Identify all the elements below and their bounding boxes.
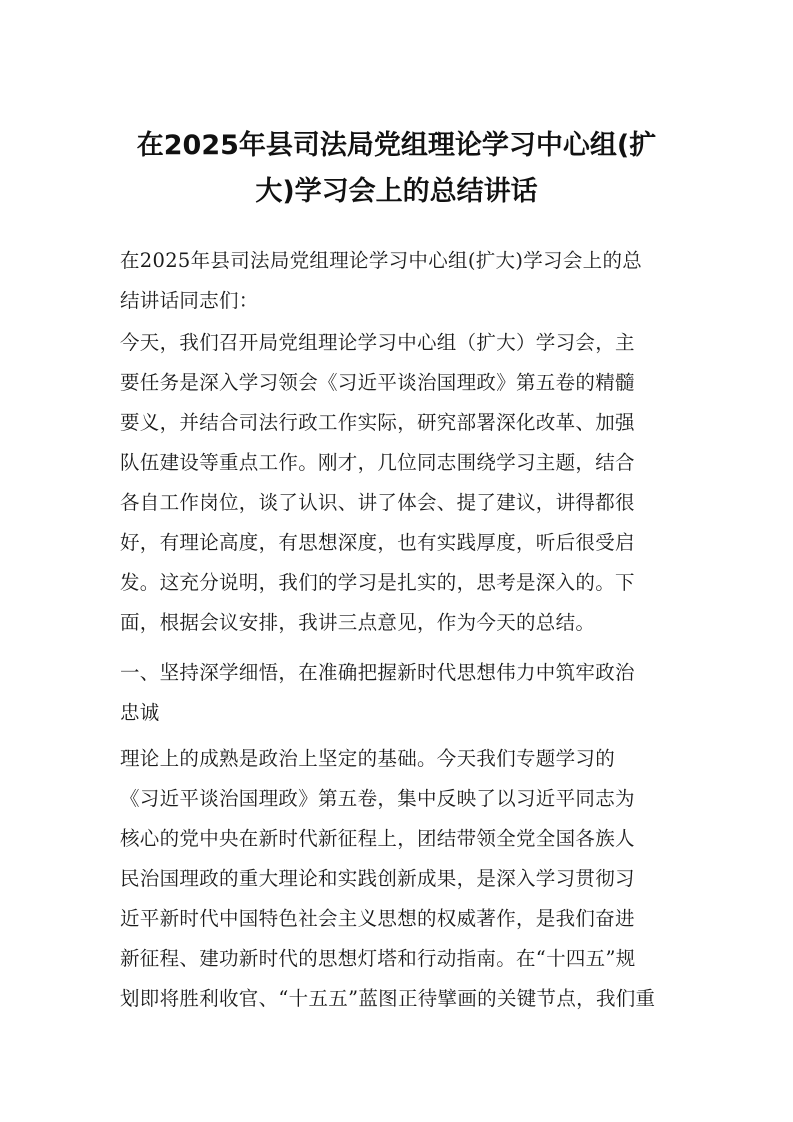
body-line: 发。这充分说明，我们的学习是扎实的，思考是深入的。下: [120, 571, 635, 594]
body-line: 结讲话同志们：: [120, 289, 259, 312]
body-line: 在2025年县司法局党组理论学习中心组(扩大)学习会上的总: [120, 249, 643, 272]
body-line: 今天，我们召开局党组理论学习中心组（扩大）学习会，主: [120, 331, 635, 354]
document-title-line-1: 在2025年县司法局党组理论学习中心组(扩: [136, 130, 657, 161]
body-line: 各自工作岗位，谈了认识、讲了体会、提了建议，讲得都很: [120, 491, 635, 514]
body-line: 理论上的成熟是政治上坚定的基础。今天我们专题学习的: [120, 747, 616, 770]
body-line: 《习近平谈治国理政》第五卷，集中反映了以习近平同志为: [120, 787, 635, 810]
body-line: 新征程、建功新时代的思想灯塔和行动指南。在“十四五”规: [120, 947, 636, 970]
body-line: 要义，并结合司法行政工作实际，研究部署深化改革、加强: [120, 411, 635, 434]
section-heading-line-1: 一、坚持深学细悟，在准确把握新时代思想伟力中筑牢政治: [120, 661, 635, 684]
body-line: 好，有理论高度，有思想深度，也有实践厚度，听后很受启: [120, 531, 635, 554]
body-line: 核心的党中央在新时代新征程上，团结带领全党全国各族人: [120, 827, 635, 850]
body-line: 队伍建设等重点工作。刚才，几位同志围绕学习主题，结合: [120, 451, 635, 474]
body-line: 民治国理政的重大理论和实践创新成果，是深入学习贯彻习: [120, 867, 635, 890]
body-line: 面，根据会议安排，我讲三点意见，作为今天的总结。: [120, 611, 596, 634]
body-line: 要任务是深入学习领会《习近平谈治国理政》第五卷的精髓: [120, 371, 635, 394]
section-heading-line-2: 忠诚: [120, 701, 160, 724]
document-title-line-2: 大)学习会上的总结讲话: [255, 176, 538, 207]
body-line: 划即将胜利收官、“十五五”蓝图正待擘画的关键节点，我们重: [120, 987, 656, 1010]
body-line: 近平新时代中国特色社会主义思想的权威著作，是我们奋进: [120, 907, 635, 930]
